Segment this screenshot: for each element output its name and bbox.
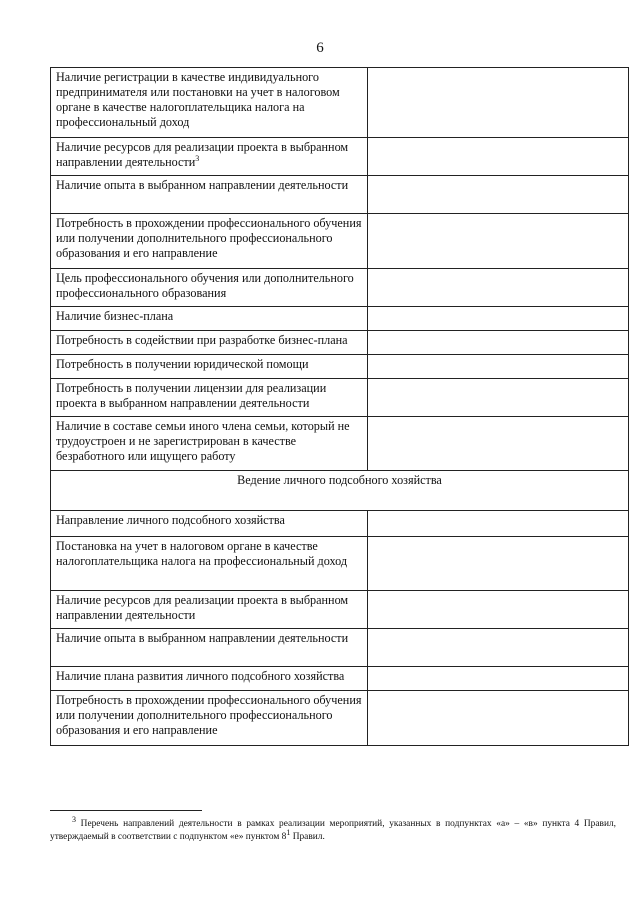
question-text: Наличие в составе семьи иного члена семьи, который не трудоустроен и не зарегистрирован в качестве безработного или ищущего работу [56,419,350,463]
question-text: Наличие бизнес-плана [56,309,174,323]
question-cell [51,591,368,629]
answer-cell[interactable] [368,379,629,417]
answer-cell[interactable] [368,331,629,355]
table-body-part2 [51,511,629,746]
table-row [51,379,629,417]
answer-cell[interactable] [368,176,629,214]
answer-cell[interactable] [368,68,629,138]
question-cell [51,214,368,269]
question-cell [51,629,368,667]
footnote-text-after: Правил. [290,832,325,842]
question-cell [51,511,368,537]
question-text: Наличие опыта в выбранном направлении деятельности [56,631,349,645]
question-text: Потребность в содействии при разработке бизнес-плана [56,333,348,347]
table-row [51,691,629,746]
footnote-ref: 3 [195,153,200,163]
table-row [51,537,629,591]
question-cell [51,307,368,331]
question-cell [51,355,368,379]
footnote [50,814,616,844]
question-cell [51,667,368,691]
question-text: Потребность в прохождении профессионального обучения или получении дополнительного профессионального образования и его направление [56,693,362,737]
answer-cell[interactable] [368,629,629,667]
table-row [51,138,629,176]
questionnaire-table [50,67,629,746]
question-text: Наличие опыта в выбранном направлении деятельности [56,178,349,192]
footnote-text-before: Перечень направлений деятельности в рамках реализации мероприятий, указанных в подпунктах «а» – «в» пункта 4 Правил, утверждаемый в соответствии с подпунктом «е» пунктом 8 [50,819,616,842]
question-text: Постановка на учет в налоговом органе в качестве налогоплательщика налога на профессиональный доход [56,539,348,568]
table-row [51,331,629,355]
question-text: Потребность в прохождении профессионального обучения или получении дополнительного профессионального образования и его направление [56,216,362,260]
question-cell [51,68,368,138]
table-body-part1 [51,68,629,471]
table-row [51,629,629,667]
answer-cell[interactable] [368,355,629,379]
question-cell [51,379,368,417]
question-cell [51,269,368,307]
page-number: 6 [316,40,324,56]
question-cell [51,331,368,355]
question-cell [51,176,368,214]
table-row [51,355,629,379]
section-header-row [51,471,629,511]
table-row [51,214,629,269]
answer-cell[interactable] [368,214,629,269]
question-cell [51,138,368,176]
table-row [51,307,629,331]
question-cell [51,537,368,591]
table-row [51,591,629,629]
answer-cell[interactable] [368,511,629,537]
question-text: Потребность в получении лицензии для реализации проекта в выбранном направлении деятельности [56,381,327,410]
table-row [51,176,629,214]
question-cell [51,417,368,471]
answer-cell[interactable] [368,269,629,307]
table-section [51,471,629,511]
answer-cell[interactable] [368,417,629,471]
table-row [51,511,629,537]
question-text: Цель профессионального обучения или дополнительного профессионального образования [56,271,354,300]
answer-cell[interactable] [368,307,629,331]
answer-cell[interactable] [368,691,629,746]
table-row [51,269,629,307]
question-text: Наличие ресурсов для реализации проекта в выбранном направлении деятельности [56,593,349,622]
footnote-separator [50,810,202,811]
answer-cell[interactable] [368,667,629,691]
question-text: Наличие ресурсов для реализации проекта в выбранном направлении деятельности [56,140,349,169]
question-text: Потребность в получении юридической помощи [56,357,309,371]
table-row [51,417,629,471]
answer-cell[interactable] [368,537,629,591]
table-row [51,68,629,138]
question-text: Наличие регистрации в качестве индивидуального предпринимателя или постановки на учет в налоговом органе в качестве налогоплательщика налога на профессиональный доход [56,70,340,129]
table-row [51,667,629,691]
section-title: Ведение личного подсобного хозяйства [51,471,629,511]
question-text: Направление личного подсобного хозяйства [56,513,285,527]
answer-cell[interactable] [368,138,629,176]
question-cell [51,691,368,746]
footnote-sup: 1 [286,827,291,837]
answer-cell[interactable] [368,591,629,629]
question-text: Наличие плана развития личного подсобного хозяйства [56,669,345,683]
footnote-mark: 3 [72,814,76,824]
